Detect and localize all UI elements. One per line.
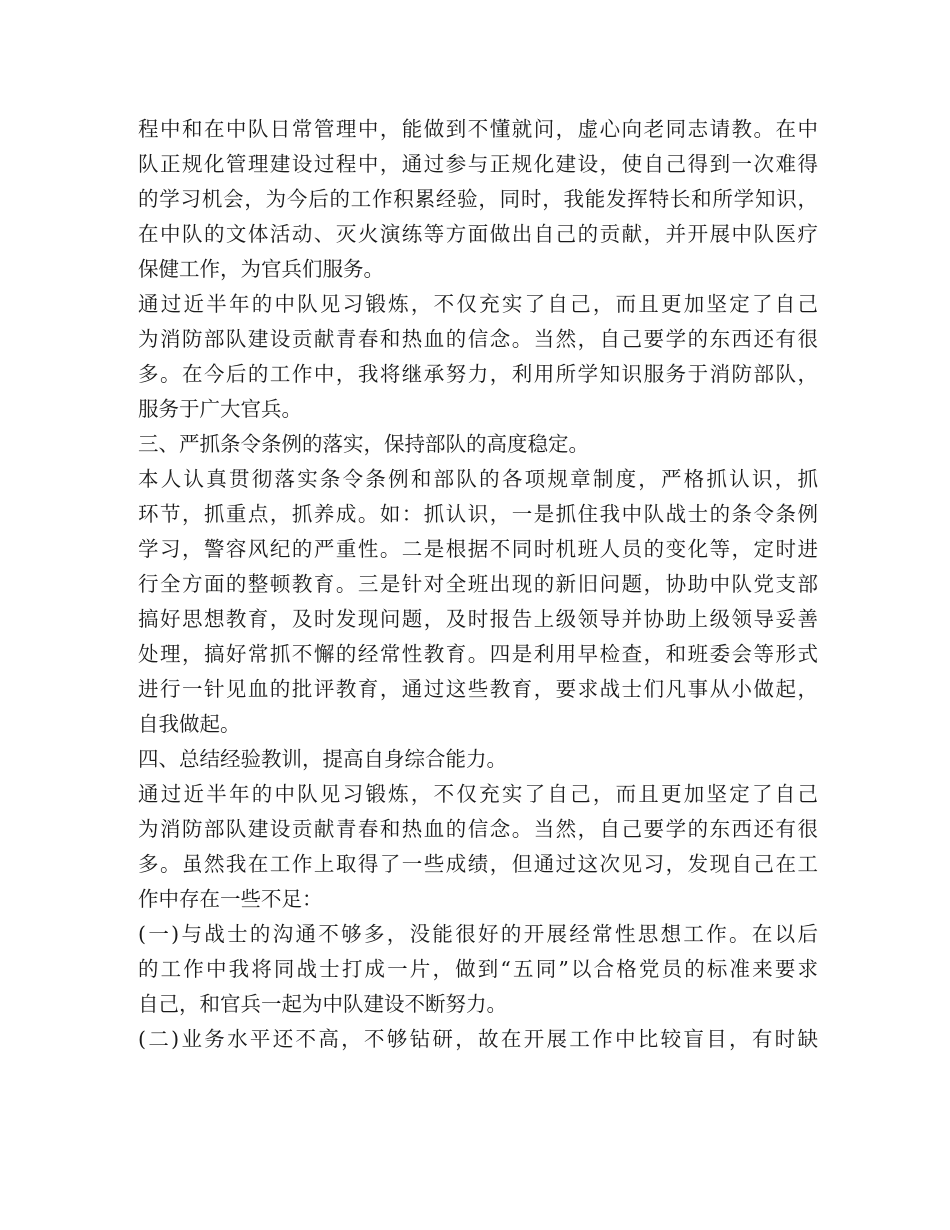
text-line: 服务于广大官兵。 [138, 397, 302, 421]
text-line: 队正规化管理建设过程中，通过参与正规化建设，使自己得到一次难得 [138, 152, 818, 176]
text-line: 程中和在中队日常管理中，能做到不懂就问，虚心向老同志请教。在中 [138, 117, 818, 141]
text-line: 行全方面的整顿教育。三是针对全班出现的新旧问题，协助中队党支部 [138, 572, 818, 596]
text-line: 多。在今后的工作中，我将继承努力，利用所学知识服务于消防部队， [138, 362, 818, 386]
text-line: 自我做起。 [138, 712, 241, 736]
text-line: 通过近半年的中队见习锻炼，不仅充实了自己，而且更加坚定了自己 [138, 782, 818, 806]
text-line: 为消防部队建设贡献青春和热血的信念。当然，自己要学的东西还有很 [138, 817, 818, 841]
text-line: (二)业务水平还不高，不够钻研，故在开展工作中比较盲目，有时缺 [138, 1027, 818, 1051]
text-line: 进行一针见血的批评教育，通过这些教育，要求战士们凡事从小做起， [138, 677, 818, 701]
document-body [138, 112, 818, 1057]
section-heading: 三、严抓条令条例的落实，保持部队的高度稳定。 [138, 432, 589, 456]
text-line: 保健工作，为官兵们服务。 [138, 257, 384, 281]
section-heading: 四、总结经验教训，提高自身综合能力。 [138, 747, 507, 771]
text-line: 自己，和官兵一起为中队建设不断努力。 [138, 992, 507, 1016]
text-line: 处理，搞好常抓不懈的经常性教育。四是利用早检查，和班委会等形式 [138, 642, 818, 666]
text-line: 在中队的文体活动、灭火演练等方面做出自己的贡献，并开展中队医疗 [138, 222, 818, 246]
text-line: 学习，警容风纪的严重性。二是根据不同时机班人员的变化等，定时进 [138, 537, 818, 561]
text-line: 的工作中我将同战士打成一片，做到“五同”以合格党员的标准来要求 [138, 957, 818, 981]
text-line: 为消防部队建设贡献青春和热血的信念。当然，自己要学的东西还有很 [138, 327, 818, 351]
text-line: 多。虽然我在工作上取得了一些成绩，但通过这次见习，发现自己在工 [138, 852, 818, 876]
text-line: 本人认真贯彻落实条令条例和部队的各项规章制度，严格抓认识，抓 [138, 467, 818, 491]
text-line: 通过近半年的中队见习锻炼，不仅充实了自己，而且更加坚定了自己 [138, 292, 818, 316]
text-line: (一)与战士的沟通不够多，没能很好的开展经常性思想工作。在以后 [138, 922, 818, 946]
text-line: 的学习机会，为今后的工作积累经验，同时，我能发挥特长和所学知识， [138, 187, 818, 211]
text-line: 作中存在一些不足： [138, 887, 323, 911]
text-line: 搞好思想教育，及时发现问题，及时报告上级领导并协助上级领导妥善 [138, 607, 818, 631]
text-line: 环节，抓重点，抓养成。如：抓认识，一是抓住我中队战士的条令条例 [138, 502, 818, 526]
